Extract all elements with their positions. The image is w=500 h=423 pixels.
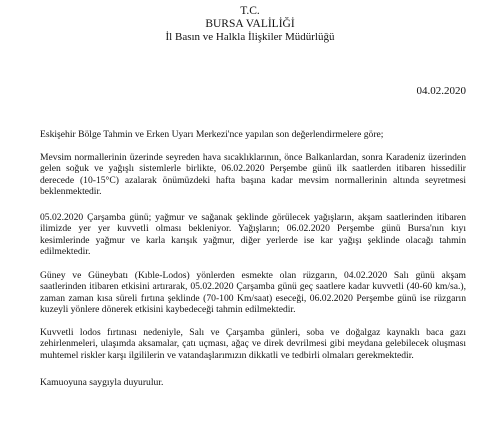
header-line-tc: T.C.: [240, 5, 260, 17]
intro-paragraph: Eskişehir Bölge Tahmin ve Erken Uyarı Merkezi'nce yapılan son değerlendirmelere göre;: [40, 129, 384, 140]
document-header: [0, 5, 500, 44]
header-line-governorship: BURSA VALİLİĞİ: [205, 18, 295, 30]
body-paragraph-warning: Kuvvetli lodos fırtınası nedeniyle, Salı ve Çarşamba günleri, soba ve doğalgaz kaynaklı baca gazı zehirlenmeleri, ulaşımda aksamalar, çatı uçması, ağaç ve direk devrilmesi gibi meydana gelebilecek oluşması muhtemel riskler karşı ilgililerin ve vatandaşlarımızın dikkatli ve tedbirli olmaları gerekmektedir.: [40, 327, 466, 361]
body-paragraph-precipitation: 05.02.2020 Çarşamba günü; yağmur ve sağanak şeklinde görülecek yağışların, akşam saatlerinden itibaren ilimizde yer yer kuvvetli olması bekleniyor. Yağışların; 06.02.2020 Perşembe günü Bursa'nın kıyı kesimlerinde yağmur ve karla karışık yağmur, diğer yerlerde ise kar yağışı şeklinde olacağı tahmin edilmektedir.: [40, 212, 466, 258]
document-date: 04.02.2020: [416, 85, 466, 97]
body-paragraph-wind: Güney ve Güneybatı (Kıble-Lodos) yönlerden esmekte olan rüzgarın, 04.02.2020 Salı günü akşam saatlerinden itibaren etkisini artırarak, 05.02.2020 Çarşamba günü geç saatlere kadar kuvvetli (40-60 km/sa.), zaman zaman kısa süreli fırtına şeklinde (70-100 Km/saat) eseceği, 06.02.2020 Perşembe günü ise rüzgarın kuzeyli yönlere dönerek etkisini kaybedeceği tahmin edilmektedir.: [40, 270, 466, 316]
header-line-directorate: İl Basın ve Halkla İlişkiler Müdürlüğü: [165, 31, 335, 43]
body-paragraph-temperature: Mevsim normallerinin üzerinde seyreden hava sıcaklıklarının, önce Balkanlardan, sonra Karadeniz üzerinden gelen soğuk ve yağışlı sistemlerle birlikte, 06.02.2020 Perşembe günü ilk saatlerden itibaren hissedilir derecede (10-15°C) azalarak önümüzdeki hafta başına kadar mevsim normallerinin altında seyretmesi beklenmektedir.: [40, 152, 466, 198]
closing-line: Kamuoyuna saygıyla duyurulur.: [40, 377, 164, 388]
